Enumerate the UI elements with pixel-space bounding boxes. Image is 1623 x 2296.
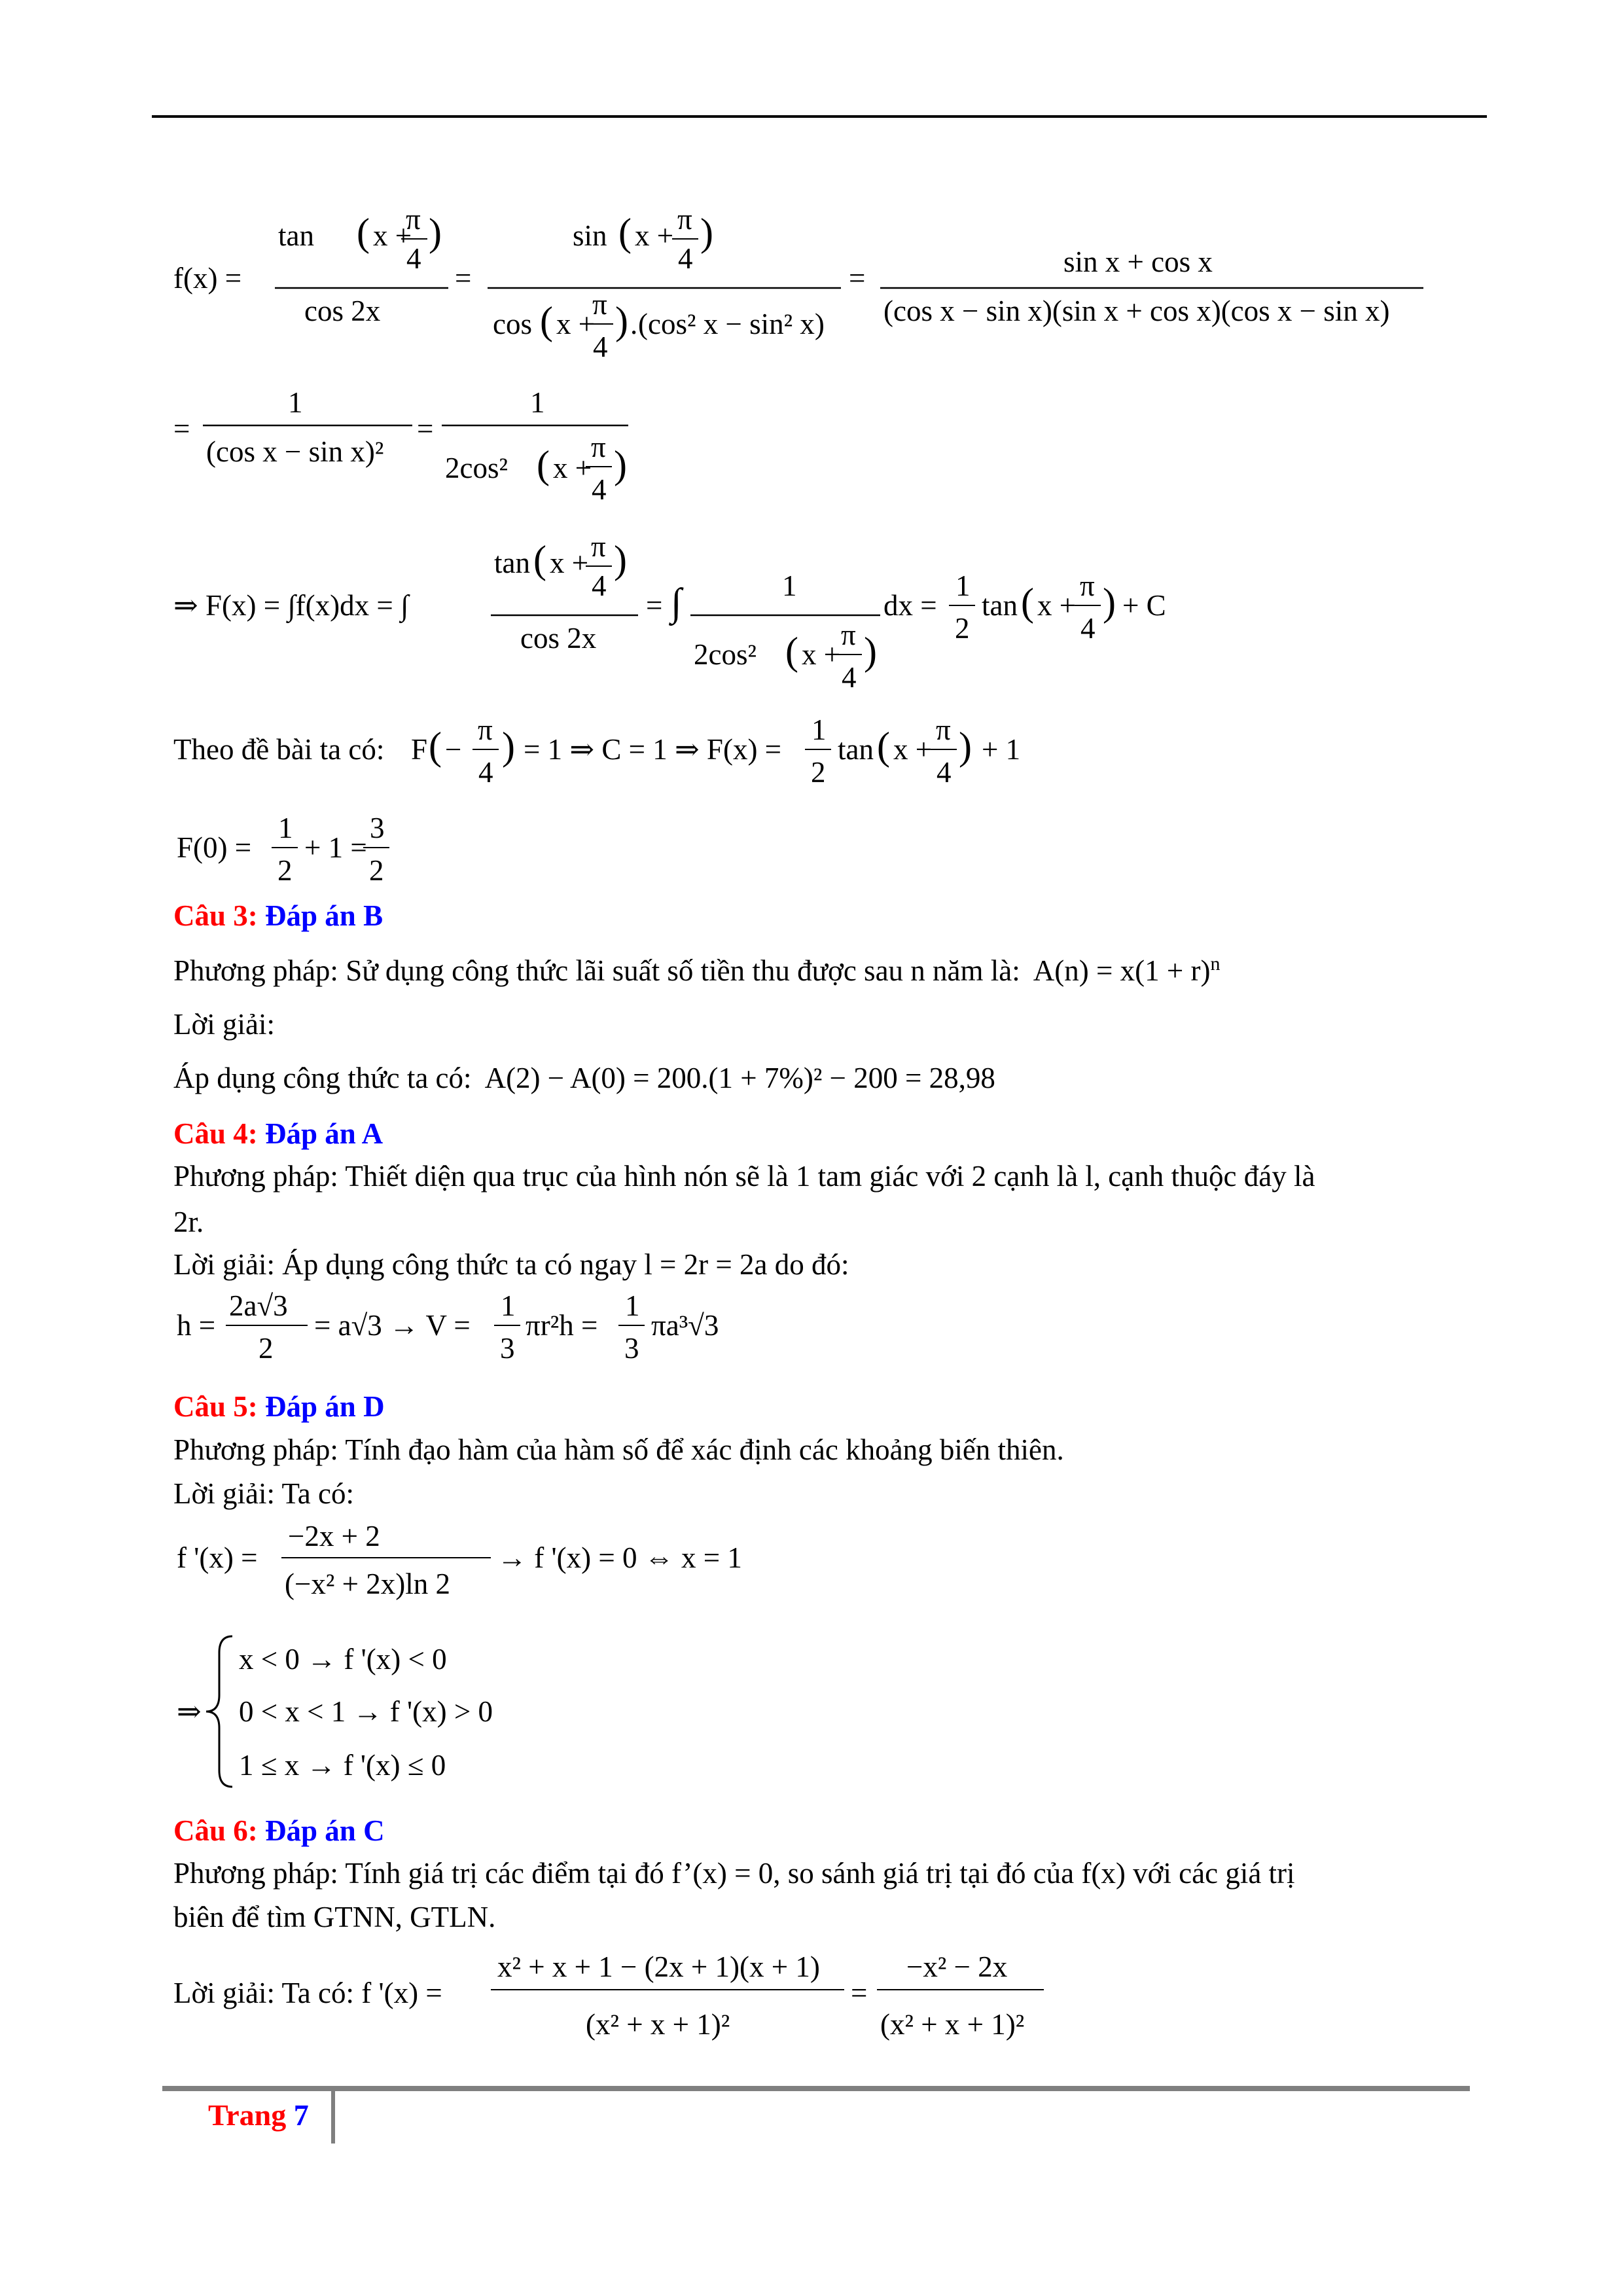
svg-text:−x² − 2x: −x² − 2x bbox=[906, 1950, 1008, 1983]
svg-text:(: ( bbox=[785, 630, 798, 673]
svg-text:.: . bbox=[630, 308, 638, 340]
svg-text:3: 3 bbox=[500, 1332, 515, 1365]
svg-text:1: 1 bbox=[278, 812, 293, 844]
svg-text:=: = bbox=[646, 589, 663, 622]
svg-text:(x² + x + 1)²: (x² + x + 1)² bbox=[586, 2008, 730, 2041]
svg-text:): ) bbox=[615, 299, 628, 342]
q5-method: Phương pháp: Tính đạo hàm của hàm số để xác định các khoảng biến thiên. bbox=[173, 1433, 1064, 1466]
svg-text:4: 4 bbox=[1080, 612, 1096, 645]
svg-text:π: π bbox=[591, 530, 606, 563]
svg-text:(cos x − sin x)(sin x + cos x): (cos x − sin x)(sin x + cos x)(cos x − sin x) bbox=[883, 295, 1390, 327]
svg-text:4: 4 bbox=[406, 242, 421, 275]
svg-text:(: ( bbox=[877, 725, 890, 768]
svg-text:): ) bbox=[864, 630, 877, 673]
footer-rule bbox=[162, 2086, 1470, 2091]
svg-text:x +: x + bbox=[802, 638, 841, 671]
q3-heading: Câu 3: Đáp án B bbox=[173, 899, 383, 932]
svg-text:4: 4 bbox=[592, 569, 607, 602]
svg-text:π: π bbox=[406, 203, 421, 236]
q6-method-cont: biên để tìm GTNN, GTLN. bbox=[173, 1901, 496, 1933]
svg-text:= 1 ⇒ C = 1 ⇒ F(x) =: = 1 ⇒ C = 1 ⇒ F(x) = bbox=[524, 733, 782, 766]
svg-text:=: = bbox=[417, 412, 434, 445]
q5-derivative bbox=[167, 1512, 821, 1610]
svg-text:π: π bbox=[478, 713, 493, 746]
page-number: Trang 7 bbox=[208, 2098, 309, 2132]
svg-text:4: 4 bbox=[592, 473, 607, 506]
svg-text:tan: tan bbox=[494, 547, 530, 579]
svg-text:x +: x + bbox=[373, 219, 412, 252]
svg-text:x +: x + bbox=[1037, 589, 1077, 622]
svg-text:): ) bbox=[429, 211, 442, 254]
svg-text:): ) bbox=[959, 725, 972, 768]
svg-text:f '(x) =: f '(x) = bbox=[177, 1541, 258, 1574]
svg-text:x +: x + bbox=[635, 219, 674, 252]
svg-text:(: ( bbox=[533, 538, 546, 581]
svg-text:1: 1 bbox=[625, 1289, 640, 1322]
svg-text:x +: x + bbox=[893, 733, 933, 766]
svg-text:πr²h =: πr²h = bbox=[526, 1309, 598, 1342]
equation-antiderivative bbox=[167, 524, 1279, 700]
svg-text:2: 2 bbox=[369, 854, 384, 887]
svg-text:2a√3: 2a√3 bbox=[229, 1289, 288, 1322]
svg-text:π: π bbox=[591, 431, 606, 463]
svg-text:tan: tan bbox=[982, 589, 1018, 622]
q6-derivative bbox=[167, 1937, 1149, 2055]
svg-text:π: π bbox=[936, 713, 951, 746]
svg-text:2: 2 bbox=[277, 854, 293, 887]
svg-text:): ) bbox=[700, 211, 713, 254]
svg-text:tan: tan bbox=[278, 219, 314, 252]
svg-text:(−x² + 2x)ln 2: (−x² + 2x)ln 2 bbox=[285, 1568, 450, 1600]
svg-text:1 ≤ x → f '(x) ≤ 0: 1 ≤ x → f '(x) ≤ 0 bbox=[239, 1749, 446, 1782]
svg-text:F: F bbox=[411, 733, 428, 766]
q5-solution: Lời giải: Ta có: bbox=[173, 1477, 354, 1510]
q6-method: Phương pháp: Tính giá trị các điểm tại đó f’(x) = 0, so sánh giá trị tại đó của f(x) với các giá trị bbox=[173, 1857, 1295, 1890]
q3-solution-label: Lời giải: bbox=[173, 1008, 276, 1041]
q5-heading: Câu 5: Đáp án D bbox=[173, 1390, 385, 1423]
svg-text:4: 4 bbox=[678, 242, 693, 275]
svg-text:x +: x + bbox=[550, 547, 589, 579]
svg-text:π: π bbox=[592, 288, 607, 321]
svg-text:=: = bbox=[849, 262, 866, 295]
fx-lhs: f(x) = bbox=[173, 262, 242, 295]
svg-text:x < 0 → f '(x) < 0: x < 0 → f '(x) < 0 bbox=[239, 1643, 447, 1676]
q4-method-cont: 2r. bbox=[173, 1206, 204, 1238]
svg-text:−2x + 2: −2x + 2 bbox=[288, 1520, 380, 1552]
svg-text:2: 2 bbox=[259, 1332, 274, 1365]
svg-text:dx =: dx = bbox=[883, 589, 937, 622]
header-rule bbox=[152, 115, 1487, 118]
svg-text:2cos²: 2cos² bbox=[445, 452, 508, 484]
svg-text:+ 1 =: + 1 = bbox=[304, 831, 367, 864]
svg-text:1: 1 bbox=[501, 1289, 516, 1322]
svg-text:(x² + x + 1)²: (x² + x + 1)² bbox=[880, 2008, 1025, 2041]
equation-condition bbox=[167, 707, 1149, 812]
svg-text:cos 2x: cos 2x bbox=[304, 295, 381, 327]
svg-text:1: 1 bbox=[782, 569, 797, 602]
q3-apply: Áp dụng công thức ta có: A(2) − A(0) = 200.(1 + 7%)² − 200 = 28,98 bbox=[173, 1062, 995, 1094]
svg-text:⇒: ⇒ bbox=[177, 1695, 202, 1728]
svg-text:x² + x + 1 − (2x + 1)(x + 1): x² + x + 1 − (2x + 1)(x + 1) bbox=[497, 1950, 820, 1983]
footer-divider bbox=[331, 2090, 335, 2144]
svg-text:4: 4 bbox=[842, 661, 857, 694]
svg-text:1: 1 bbox=[530, 386, 545, 419]
svg-text:π: π bbox=[1080, 569, 1095, 602]
q4-heading: Câu 4: Đáp án A bbox=[173, 1117, 383, 1150]
svg-text:cos 2x: cos 2x bbox=[520, 622, 597, 655]
svg-text:): ) bbox=[1103, 581, 1116, 624]
svg-text:2: 2 bbox=[955, 612, 970, 645]
svg-text:1: 1 bbox=[812, 713, 827, 746]
svg-text:+ 1: + 1 bbox=[982, 733, 1021, 766]
svg-text:Theo đề bài ta có:: Theo đề bài ta có: bbox=[173, 733, 385, 766]
svg-text:3: 3 bbox=[624, 1332, 639, 1365]
q4-equation bbox=[167, 1286, 821, 1384]
equation-F0 bbox=[167, 808, 625, 900]
svg-text:): ) bbox=[614, 538, 627, 581]
svg-text:(cos² x − sin² x): (cos² x − sin² x) bbox=[638, 308, 825, 340]
svg-text:⇒ F(x) = ∫f(x)dx = ∫: ⇒ F(x) = ∫f(x)dx = ∫ bbox=[173, 589, 409, 622]
svg-text:F(0) =: F(0) = bbox=[177, 831, 252, 864]
svg-text:4: 4 bbox=[478, 756, 493, 789]
svg-text:(: ( bbox=[1021, 581, 1034, 624]
q6-heading: Câu 6: Đáp án C bbox=[173, 1814, 385, 1847]
q4-solution: Lời giải: Áp dụng công thức ta có ngay l = 2r = 2a do đó: bbox=[173, 1248, 849, 1281]
svg-text:= a√3 → V =: = a√3 → V = bbox=[314, 1309, 471, 1342]
svg-text:(: ( bbox=[540, 299, 553, 342]
svg-text:=: = bbox=[173, 412, 190, 445]
q5-cases bbox=[167, 1623, 625, 1800]
svg-text:(cos x − sin x)²: (cos x − sin x)² bbox=[206, 435, 384, 468]
svg-text:∫: ∫ bbox=[671, 581, 682, 624]
svg-text:(: ( bbox=[429, 725, 442, 768]
svg-text:πa³√3: πa³√3 bbox=[651, 1309, 719, 1342]
equation-fx-simplify bbox=[167, 190, 1476, 386]
svg-text:3: 3 bbox=[370, 812, 385, 844]
equation-simplify-2 bbox=[167, 380, 756, 530]
svg-text:π: π bbox=[841, 619, 856, 651]
svg-text:sin x + cos x: sin x + cos x bbox=[1063, 245, 1213, 278]
svg-text:sin: sin bbox=[573, 219, 607, 252]
svg-text:=: = bbox=[455, 262, 472, 295]
svg-text:−: − bbox=[445, 733, 462, 766]
svg-text:(: ( bbox=[618, 211, 632, 254]
svg-text:2: 2 bbox=[811, 756, 826, 789]
svg-text:): ) bbox=[614, 443, 627, 486]
svg-text:h =: h = bbox=[177, 1309, 216, 1342]
svg-text:=: = bbox=[851, 1977, 868, 2009]
svg-text:cos: cos bbox=[493, 308, 532, 340]
svg-text:Lời giải: Ta có: f '(x) =: Lời giải: Ta có: f '(x) = bbox=[173, 1977, 442, 2009]
svg-text:4: 4 bbox=[936, 756, 952, 789]
svg-text:1: 1 bbox=[955, 569, 971, 602]
svg-text:x +: x + bbox=[553, 452, 592, 484]
svg-text:0 < x < 1 → f '(x) > 0: 0 < x < 1 → f '(x) > 0 bbox=[239, 1695, 493, 1728]
svg-text:1: 1 bbox=[288, 386, 303, 419]
svg-text:4: 4 bbox=[593, 331, 608, 363]
svg-text:π: π bbox=[677, 203, 692, 236]
svg-text:→ f '(x) = 0 ⇔ x = 1: → f '(x) = 0 ⇔ x = 1 bbox=[497, 1541, 742, 1574]
svg-text:tan: tan bbox=[838, 733, 874, 766]
svg-text:(: ( bbox=[537, 443, 550, 486]
q4-method: Phương pháp: Thiết diện qua trục của hình nón sẽ là 1 tam giác với 2 cạnh là l, cạnh thuộc đáy là bbox=[173, 1160, 1315, 1193]
svg-text:+ C: + C bbox=[1122, 589, 1166, 622]
svg-text:): ) bbox=[502, 725, 515, 768]
svg-text:x +: x + bbox=[556, 308, 596, 340]
svg-text:2cos²: 2cos² bbox=[694, 638, 757, 671]
svg-text:(: ( bbox=[357, 211, 370, 254]
q3-method: Phương pháp: Sử dụng công thức lãi suất số tiền thu được sau n năm là: $A(n) = x(1 + r)^n$ bbox=[173, 953, 1221, 987]
